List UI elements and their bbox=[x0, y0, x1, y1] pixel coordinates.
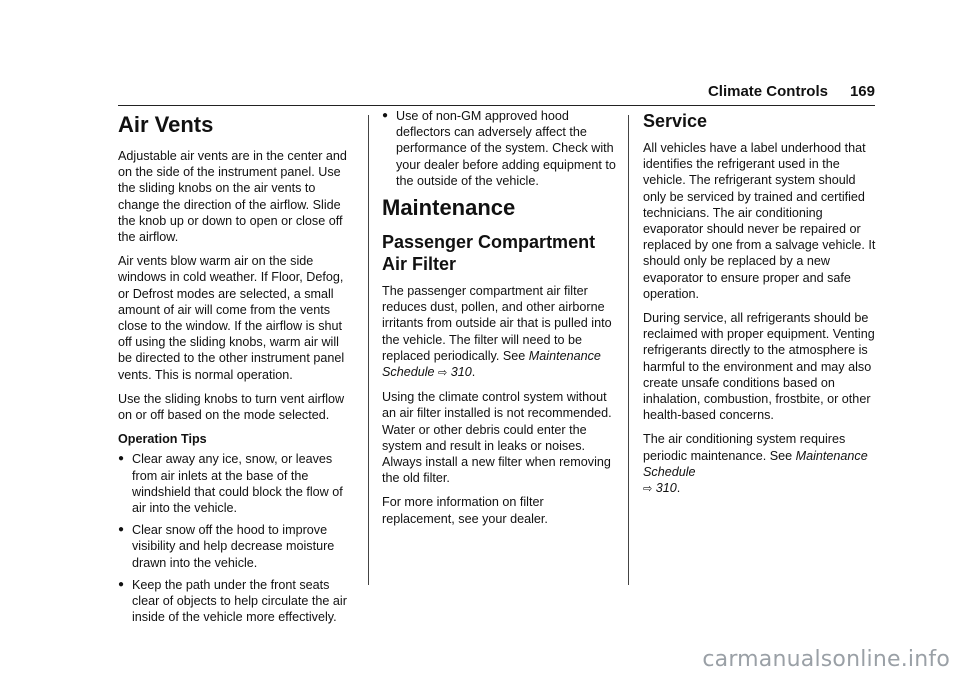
column-divider-1 bbox=[368, 115, 369, 585]
service-heading: Service bbox=[643, 111, 708, 131]
paragraph: The passenger compartment air filter reduces dust, pollen, and other airborne irritants from outside air that is pulled into the vehicle. The filter will need to be replaced periodically. See Maintenance Schedule ⇨ 310. bbox=[382, 284, 612, 380]
maintenance-schedule-link[interactable]: Maintenance Schedule bbox=[382, 348, 601, 380]
paragraph: Air vents blow warm air on the side windows in cold weather. If Floor, Defog, or Defrost modes are selected, a small amount of air will come from the vents close to the window. If the airflow is shut off using the sliding knobs, warm air will be directed to the other instrument panel vents. This is normal operation. bbox=[118, 254, 345, 382]
bullet-icon: ● bbox=[382, 110, 389, 121]
air-filter-heading: Passenger Compartment Air Filter bbox=[382, 232, 596, 275]
operation-tips-heading: Operation Tips bbox=[118, 432, 207, 447]
list-item: ● Use of non-GM approved hood deflectors can adversely affect the performance of the system. Check with your dealer before adding equipment to the outside of the vehicle. bbox=[382, 109, 616, 188]
header-rule bbox=[118, 105, 875, 106]
column-divider-2 bbox=[628, 115, 629, 585]
air-vents-heading: Air Vents bbox=[118, 112, 214, 137]
paragraph: Adjustable air vents are in the center and on the side of the instrument panel. Use the sliding knobs on the air vents to change the direction of the airflow. Slide the knob up or down to open or close off the airflow. bbox=[118, 149, 347, 245]
list-item: ● Clear away any ice, snow, or leaves from air inlets at the base of the windshield that could block the flow of air into the vehicle. bbox=[118, 452, 343, 516]
tips-list bbox=[118, 451, 356, 625]
paragraph: Using the climate control system without an air filter installed is not recommended. Water or other debris could enter the system and result in leaks or noises. Always install a new filter when removing the old filter. bbox=[382, 390, 612, 486]
bullet-icon: ● bbox=[118, 453, 125, 465]
page-reference[interactable]: 310 bbox=[450, 365, 472, 380]
column-3 bbox=[643, 108, 878, 505]
paragraph: Use the sliding knobs to turn vent airflow on or off based on the mode selected. bbox=[118, 391, 345, 423]
page-arrow-icon: ⇨ bbox=[438, 367, 448, 380]
paragraph: The air conditioning system requires periodic maintenance. See Maintenance Schedule ⇨ 310. bbox=[643, 432, 868, 496]
maintenance-heading: Maintenance bbox=[382, 195, 516, 221]
section-title: Climate Controls bbox=[707, 83, 828, 100]
page-header bbox=[0, 83, 875, 100]
page-number: 169 bbox=[849, 83, 875, 100]
column-1 bbox=[118, 108, 356, 631]
paragraph: For more information on filter replacement, see your dealer. bbox=[382, 495, 548, 526]
list-item: ● Keep the path under the front seats clear of objects to help circulate the air inside of the vehicle more effectively. bbox=[118, 577, 347, 625]
list-item: ● Clear snow off the hood to improve visibility and help decrease moisture drawn into the vehicle. bbox=[118, 523, 335, 570]
tips-list-continued bbox=[382, 108, 617, 189]
paragraph: All vehicles have a label underhood that identifies the refrigerant used in the vehicle. The refrigerant system should only be serviced by trained and certified technicians. The air conditioning evaporator should never be repaired or replaced by one from a salvage vehicle. It should only be replaced by a new evaporator to ensure proper and safe operation. bbox=[643, 141, 876, 301]
watermark: carmanualsonline.info bbox=[702, 647, 950, 672]
column-2 bbox=[382, 108, 617, 535]
page-arrow-icon: ⇨ bbox=[643, 483, 653, 496]
paragraph: During service, all refrigerants should be reclaimed with proper equipment. Venting refrigerants directly to the atmosphere is harmful to the environment and may also create unsafe conditions based on inhalation, combustion, frostbite, or other health-based concerns. bbox=[643, 311, 875, 423]
bullet-icon: ● bbox=[118, 578, 125, 590]
maintenance-schedule-link[interactable]: Maintenance Schedule bbox=[643, 448, 868, 479]
page-reference[interactable]: 310 bbox=[655, 481, 677, 496]
bullet-icon: ● bbox=[118, 524, 125, 536]
